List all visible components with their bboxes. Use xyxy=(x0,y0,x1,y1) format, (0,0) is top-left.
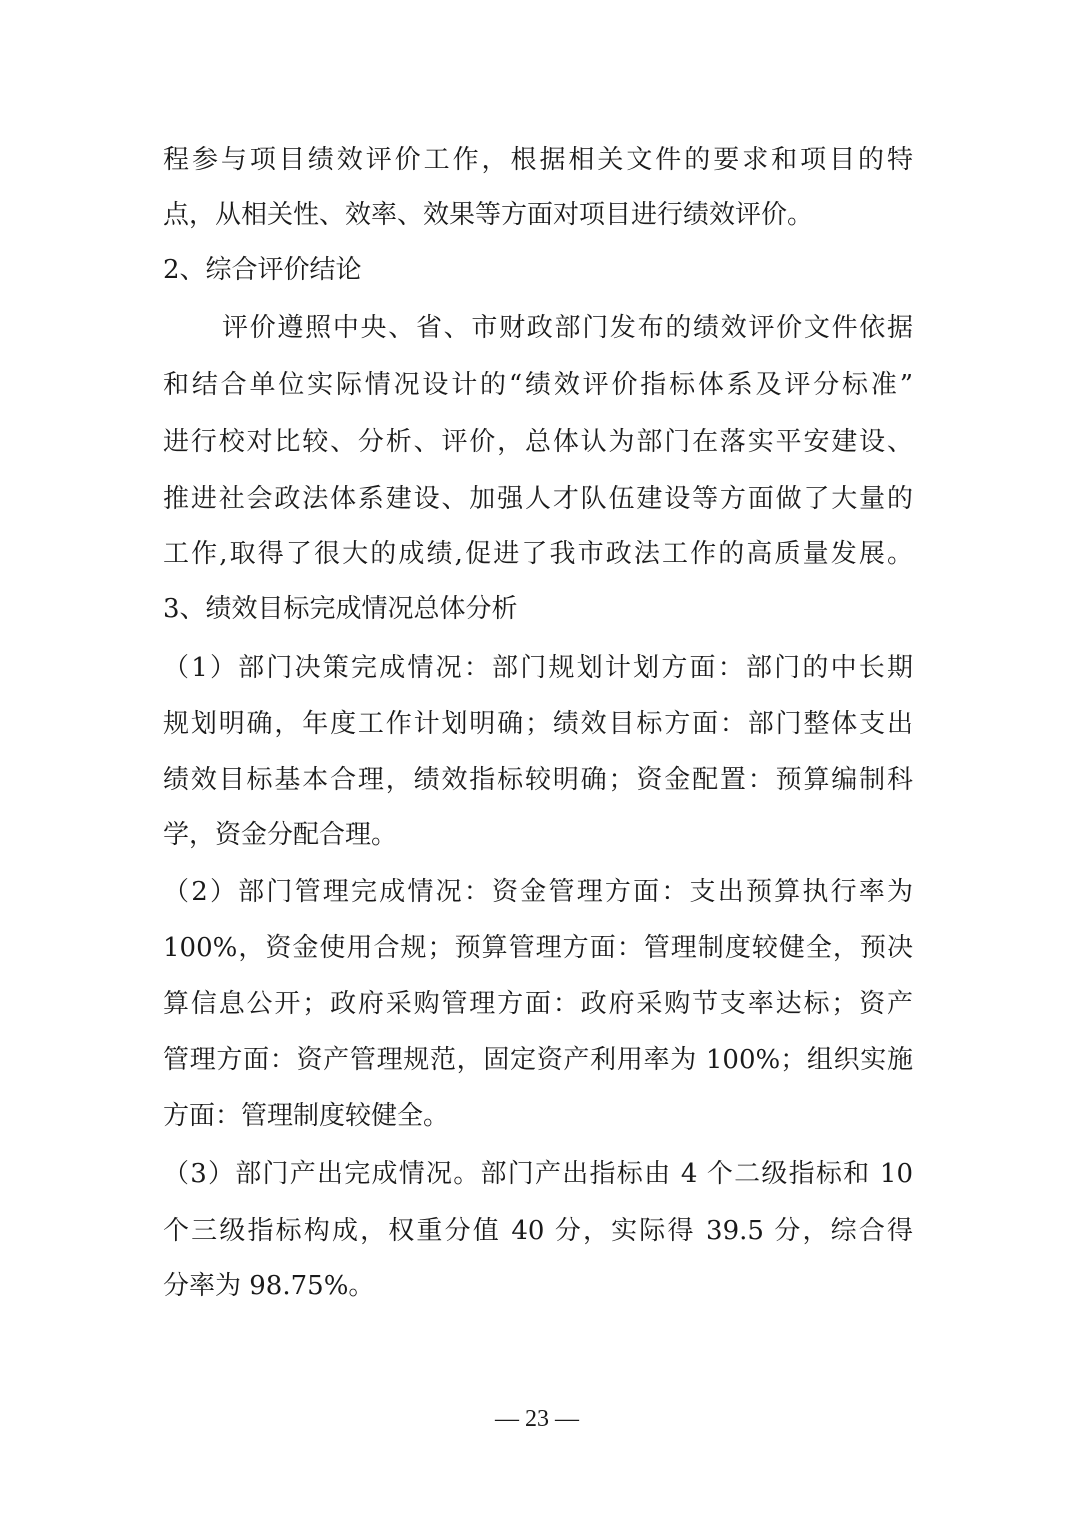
paragraph-line: 点，从相关性、效率、效果等方面对项目进行绩效评价。 xyxy=(163,200,814,230)
paragraph-line: （3）部门产出完成情况。部门产出指标由 4 个二级指标和 10 xyxy=(163,1159,913,1189)
paragraph-line: 100%，资金使用合规；预算管理方面：管理制度较健全，预决 xyxy=(163,933,913,963)
paragraph-line: 分率为 98.75%。 xyxy=(163,1271,375,1301)
paragraph-line: 方面：管理制度较健全。 xyxy=(163,1101,450,1131)
paragraph-line: （1）部门决策完成情况：部门规划计划方面：部门的中长期 xyxy=(163,653,913,683)
paragraph-line: 算信息公开；政府采购管理方面：政府采购节支率达标；资产 xyxy=(163,989,913,1019)
paragraph-line: 和结合单位实际情况设计的“绩效评价指标体系及评分标准” xyxy=(163,370,913,400)
paragraph-line: 管理方面：资产管理规范，固定资产利用率为 100%；组织实施 xyxy=(163,1045,913,1075)
paragraph-line: 规划明确，年度工作计划明确；绩效目标方面：部门整体支出 xyxy=(163,709,913,739)
paragraph-line: 进行校对比较、分析、评价，总体认为部门在落实平安建设、 xyxy=(163,427,913,457)
section-heading: 2、综合评价结论 xyxy=(163,255,362,285)
section-heading: 3、绩效目标完成情况总体分析 xyxy=(163,594,518,624)
paragraph-line: 推进社会政法体系建设、加强人才队伍建设等方面做了大量的 xyxy=(163,484,913,514)
paragraph-line: 学，资金分配合理。 xyxy=(163,820,398,850)
paragraph-line: （2）部门管理完成情况：资金管理方面：支出预算执行率为 xyxy=(163,877,913,907)
paragraph-line: 工作,取得了很大的成绩,促进了我市政法工作的高质量发展。 xyxy=(163,539,913,569)
paragraph-line: 个三级指标构成，权重分值 40 分，实际得 39.5 分，综合得 xyxy=(163,1216,913,1246)
paragraph-line: 程参与项目绩效评价工作，根据相关文件的要求和项目的特 xyxy=(163,145,913,175)
paragraph-line: 评价遵照中央、省、市财政部门发布的绩效评价文件依据 xyxy=(222,313,913,343)
page-number: — 23 — xyxy=(495,1406,579,1432)
paragraph-line: 绩效目标基本合理，绩效指标较明确；资金配置：预算编制科 xyxy=(163,765,913,795)
